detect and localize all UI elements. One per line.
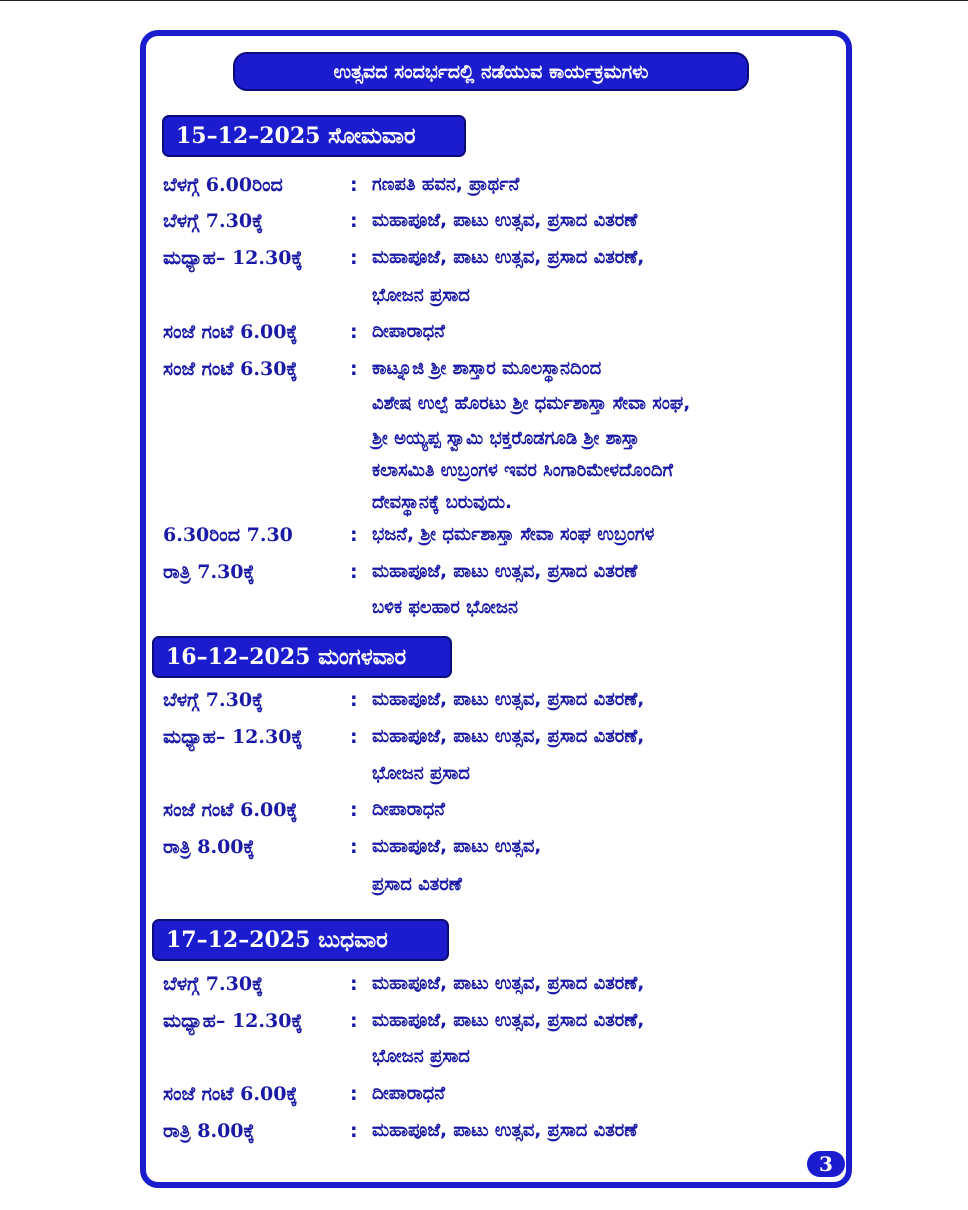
schedule-row (0, 314, 968, 350)
schedule-time: ಬೆಳಗ್ಗೆ 7.30ಕ್ಕೆ (163, 973, 264, 995)
schedule-row (0, 517, 968, 553)
separator: : (350, 799, 358, 821)
top-rule (0, 0, 968, 1)
schedule-row (0, 1076, 968, 1112)
schedule-description: ಮಹಾಪೂಜೆ, ಪಾಟು ಉತ್ಸವ, ಪ್ರಸಾದ ವಿತರಣೆ (372, 1120, 638, 1141)
schedule-time: 6.30ರಿಂದ 7.30 (163, 524, 293, 546)
schedule-time: ಸಂಜೆ ಗಂಟೆ 6.00ಕ್ಕೆ (163, 1083, 298, 1105)
page-number: 3 (807, 1151, 845, 1177)
schedule-time: ರಾತ್ರಿ 8.00ಕ್ಕೆ (163, 1120, 255, 1142)
schedule-description: ಮಹಾಪೂಜೆ, ಪಾಟು ಉತ್ಸವ, ಪ್ರಸಾದ ವಿತರಣೆ, (372, 726, 645, 747)
schedule-time: ಬೆಳಗ್ಗೆ 7.30ಕ್ಕೆ (163, 689, 264, 711)
separator: : (350, 973, 358, 995)
separator: : (350, 726, 358, 748)
separator: : (350, 174, 358, 196)
schedule-row-continuation (0, 278, 968, 314)
schedule-description: ಮಹಾಪೂಜೆ, ಪಾಟು ಉತ್ಸವ, ಪ್ರಸಾದ ವಿತರಣೆ, (372, 1010, 645, 1031)
schedule-description: ಶ್ರೀ ಅಯ್ಯಪ್ಪ ಸ್ವಾಮಿ ಭಕ್ತರೊಡಗೂಡಿ ಶ್ರೀ ಶಾಸ್ತಾ (372, 428, 640, 449)
separator: : (350, 358, 358, 380)
schedule-description: ಬಳಿಕ ಫಲಹಾರ ಭೋಜನ (372, 597, 518, 618)
schedule-row (0, 203, 968, 239)
schedule-description: ವಿಶೇಷ ಉಲ್ಪೆ ಹೊರಟು ಶ್ರೀ ಧರ್ಮಶಾಸ್ತಾ ಸೇವಾ ಸಂಘ, (372, 393, 691, 414)
schedule-row-continuation (0, 453, 968, 489)
schedule-row (0, 554, 968, 590)
schedule-time: ಸಂಜೆ ಗಂಟೆ 6.00ಕ್ಕೆ (163, 799, 298, 821)
schedule-time: ಬೆಳಗ್ಗೆ 6.00ರಿಂದ (163, 174, 283, 196)
schedule-description: ಭೋಜನ ಪ್ರಸಾದ (372, 1046, 470, 1067)
schedule-description: ದೇವಸ್ಥಾನಕ್ಕೆ ಬರುವುದು. (372, 492, 512, 513)
schedule-row (0, 682, 968, 718)
day-heading-16-12-2025: 16–12–2025 ಮಂಗಳವಾರ (152, 636, 452, 678)
separator: : (350, 1083, 358, 1105)
schedule-row-continuation (0, 485, 968, 521)
schedule-row-continuation (0, 1039, 968, 1075)
schedule-description: ಪ್ರಸಾದ ವಿತರಣೆ (372, 874, 462, 895)
schedule-description: ಮಹಾಪೂಜೆ, ಪಾಟು ಉತ್ಸವ, ಪ್ರಸಾದ ವಿತರಣೆ, (372, 973, 645, 994)
schedule-time: ಬೆಳಗ್ಗೆ 7.30ಕ್ಕೆ (163, 210, 264, 232)
schedule-description: ಕಲಾಸಮಿತಿ ಉಬ್ರಂಗಳ ಇವರ ಸಿಂಗಾರಿಮೇಳದೊಂದಿಗೆ (372, 460, 673, 481)
schedule-row-continuation (0, 756, 968, 792)
schedule-description: ದೀಪಾರಾಧನೆ (372, 799, 445, 820)
schedule-time: ಸಂಜೆ ಗಂಟೆ 6.30ಕ್ಕೆ (163, 358, 298, 380)
schedule-row-continuation (0, 867, 968, 903)
schedule-row (0, 240, 968, 276)
schedule-time: ರಾತ್ರಿ 8.00ಕ್ಕೆ (163, 836, 255, 858)
schedule-row (0, 167, 968, 203)
schedule-row (0, 1113, 968, 1149)
schedule-description: ಕಾಟ್ನೂಜಿ ಶ್ರೀ ಶಾಸ್ತಾರ ಮೂಲಸ್ಥಾನದಿಂದ (372, 358, 602, 379)
schedule-row (0, 829, 968, 865)
schedule-description: ಮಹಾಪೂಜೆ, ಪಾಟು ಉತ್ಸವ, ಪ್ರಸಾದ ವಿತರಣೆ, (372, 689, 645, 710)
schedule-description: ಗಣಪತಿ ಹವನ, ಪ್ರಾರ್ಥನೆ (372, 174, 520, 195)
schedule-row (0, 792, 968, 828)
schedule-row (0, 1003, 968, 1039)
separator: : (350, 321, 358, 343)
schedule-time: ಸಂಜೆ ಗಂಟೆ 6.00ಕ್ಕೆ (163, 321, 298, 343)
schedule-row-continuation (0, 590, 968, 626)
schedule-description: ಮಹಾಪೂಜೆ, ಪಾಟು ಉತ್ಸವ, ಪ್ರಸಾದ ವಿತರಣೆ, (372, 247, 645, 268)
separator: : (350, 524, 358, 546)
schedule-row (0, 719, 968, 755)
schedule-time: ಮಧ್ಯಾಹ– 12.30ಕ್ಕೆ (163, 247, 303, 269)
schedule-time: ರಾತ್ರಿ 7.30ಕ್ಕೆ (163, 561, 255, 583)
schedule-description: ಭಜನೆ, ಶ್ರೀ ಧರ್ಮಶಾಸ್ತಾ ಸೇವಾ ಸಂಘ ಉಬ್ರಂಗಳ (372, 524, 655, 545)
separator: : (350, 210, 358, 232)
schedule-time: ಮಧ್ಯಾಹ– 12.30ಕ್ಕೆ (163, 1010, 303, 1032)
day-heading-17-12-2025: 17–12–2025 ಬುಧವಾರ (152, 919, 449, 961)
separator: : (350, 689, 358, 711)
schedule-time: ಮಧ್ಯಾಹ– 12.30ಕ್ಕೆ (163, 726, 303, 748)
separator: : (350, 836, 358, 858)
schedule-row (0, 966, 968, 1002)
separator: : (350, 247, 358, 269)
separator: : (350, 561, 358, 583)
schedule-description: ದೀಪಾರಾಧನೆ (372, 321, 445, 342)
schedule-description: ಭೋಜನ ಪ್ರಸಾದ (372, 285, 470, 306)
schedule-row-continuation (0, 421, 968, 457)
schedule-description: ದೀಪಾರಾಧನೆ (372, 1083, 445, 1104)
schedule-description: ಮಹಾಪೂಜೆ, ಪಾಟು ಉತ್ಸವ, (372, 836, 542, 857)
schedule-row (0, 351, 968, 387)
page-title: ಉತ್ಸವದ ಸಂದರ್ಭದಲ್ಲಿ ನಡೆಯುವ ಕಾರ್ಯಕ್ರಮಗಳು (233, 52, 749, 91)
schedule-description: ಮಹಾಪೂಜೆ, ಪಾಟು ಉತ್ಸವ, ಪ್ರಸಾದ ವಿತರಣೆ (372, 210, 638, 231)
schedule-row-continuation (0, 386, 968, 422)
separator: : (350, 1120, 358, 1142)
schedule-description: ಭೋಜನ ಪ್ರಸಾದ (372, 763, 470, 784)
day-heading-15-12-2025: 15–12–2025 ಸೋಮವಾರ (162, 115, 466, 157)
schedule-description: ಮಹಾಪೂಜೆ, ಪಾಟು ಉತ್ಸವ, ಪ್ರಸಾದ ವಿತರಣೆ (372, 561, 638, 582)
separator: : (350, 1010, 358, 1032)
